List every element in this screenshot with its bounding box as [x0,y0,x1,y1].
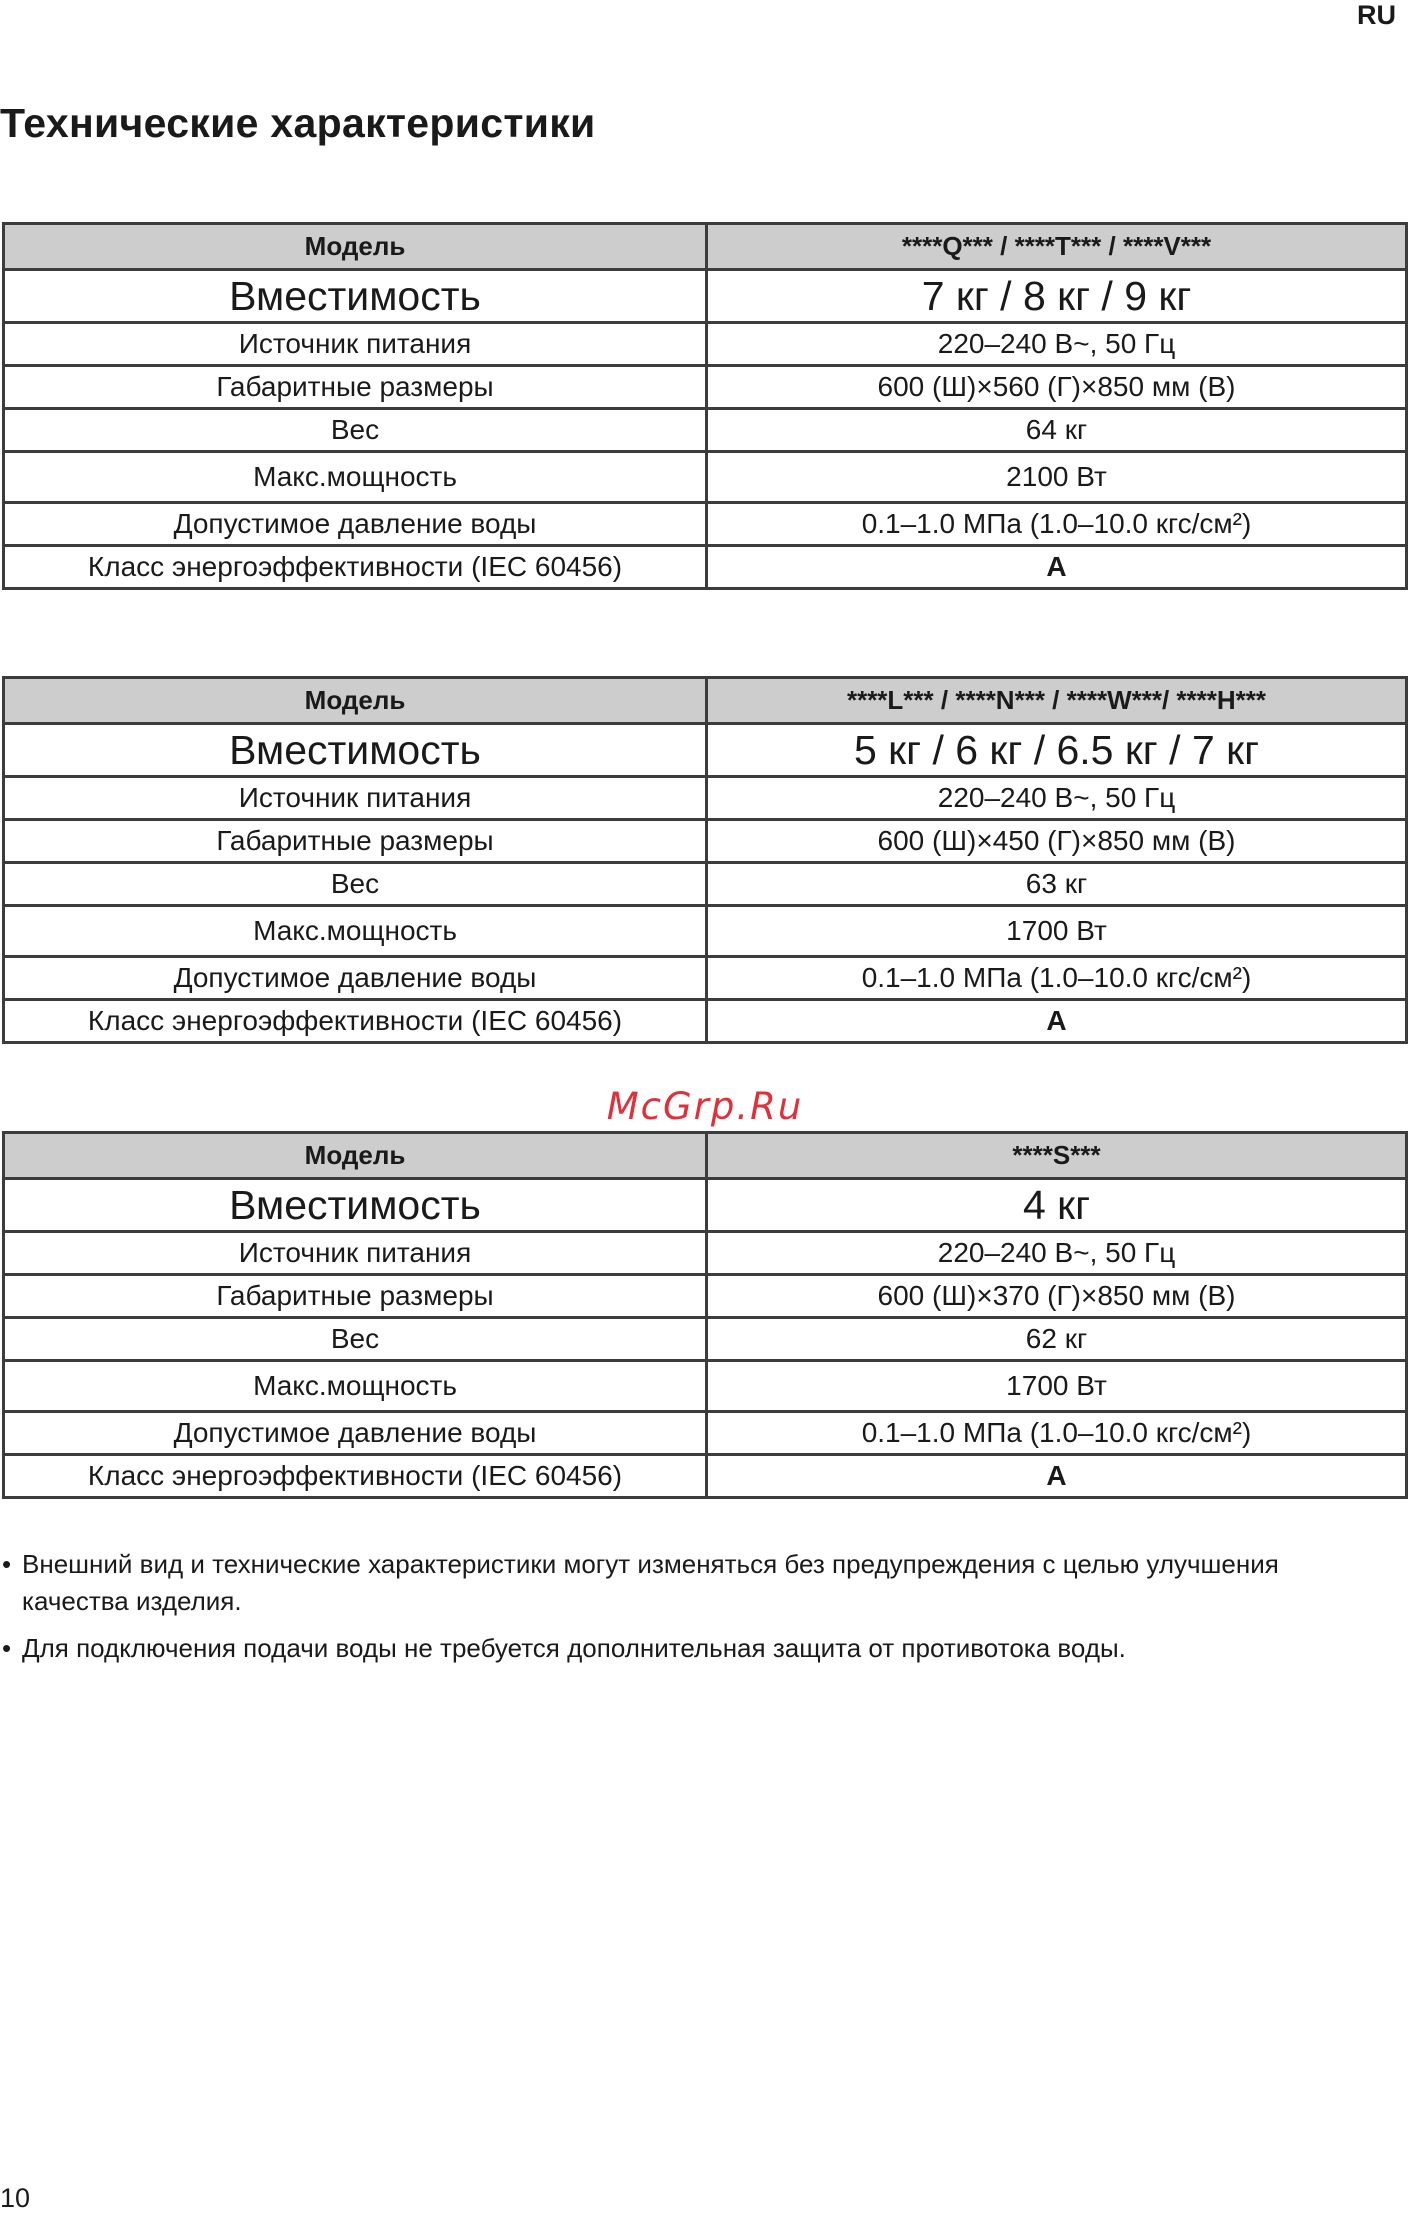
row-label: Габаритные размеры [4,1275,707,1318]
row-label: Вместимость [4,270,707,323]
row-value: 2100 Вт [707,452,1407,503]
table-row [4,820,1407,863]
row-value: 4 кг [707,1179,1407,1232]
row-label: Допустимое давление воды [4,503,707,546]
spec-table-2 [2,676,1408,1044]
page-number: 10 [0,2183,31,2213]
table-row [4,452,1407,503]
model-value: ****S*** [707,1133,1407,1179]
table-row [4,777,1407,820]
table-row [4,503,1407,546]
row-label: Класс энергоэффективности (IEC 60456) [4,1000,707,1043]
model-label: Модель [4,224,707,270]
row-label: Класс энергоэффективности (IEC 60456) [4,1455,707,1498]
model-label: Модель [4,678,707,724]
table-row [4,1275,1407,1318]
row-value: A [707,1455,1407,1498]
row-label: Класс энергоэффективности (IEC 60456) [4,546,707,589]
table-header-row [4,224,1407,270]
row-value: 5 кг / 6 кг / 6.5 кг / 7 кг [707,724,1407,777]
bullet-icon: • [2,1549,12,1579]
table-row [4,1361,1407,1412]
table-row [4,957,1407,1000]
row-value: 0.1–1.0 МПа (1.0–10.0 кгс/см²) [707,503,1407,546]
row-value: 0.1–1.0 МПа (1.0–10.0 кгс/см²) [707,957,1407,1000]
page-title: Технические характеристики [0,100,596,146]
row-label: Габаритные размеры [4,366,707,409]
note-text: Внешний вид и технические характеристики могут изменяться без предупреждения с целью улучшения качества изделия. [22,1549,1279,1616]
row-label: Источник питания [4,1232,707,1275]
table-row [4,270,1407,323]
model-value: ****L*** / ****N*** / ****W***/ ****H*** [707,678,1407,724]
table-row [4,724,1407,777]
row-label: Макс.мощность [4,452,707,503]
row-label: Допустимое давление воды [4,957,707,1000]
row-value: 600 (Ш)×370 (Г)×850 мм (В) [707,1275,1407,1318]
table-header-row [4,1133,1407,1179]
row-value: 1700 Вт [707,1361,1407,1412]
row-value: A [707,546,1407,589]
spec-table-3 [2,1131,1408,1499]
row-label: Вместимость [4,724,707,777]
row-value: 63 кг [707,863,1407,906]
note-text: Для подключения подачи воды не требуется дополнительная защита от противотока воды. [22,1633,1126,1663]
row-value: 600 (Ш)×560 (Г)×850 мм (В) [707,366,1407,409]
table-row [4,1232,1407,1275]
row-label: Источник питания [4,777,707,820]
table-row [4,409,1407,452]
model-label: Модель [4,1133,707,1179]
table-row [4,906,1407,957]
model-value: ****Q*** / ****T*** / ****V*** [707,224,1407,270]
row-value: 220–240 В~, 50 Гц [707,323,1407,366]
row-label: Макс.мощность [4,906,707,957]
table-row [4,1179,1407,1232]
row-label: Вместимость [4,1179,707,1232]
table-header-row [4,678,1407,724]
row-label: Габаритные размеры [4,820,707,863]
table-row [4,366,1407,409]
table-row [4,1412,1407,1455]
row-value: 1700 Вт [707,906,1407,957]
bullet-icon: • [2,1633,12,1663]
row-label: Допустимое давление воды [4,1412,707,1455]
table-row [4,863,1407,906]
row-value: 64 кг [707,409,1407,452]
table-row [4,323,1407,366]
row-label: Макс.мощность [4,1361,707,1412]
row-value: 220–240 В~, 50 Гц [707,777,1407,820]
row-label: Вес [4,1318,707,1361]
row-value: 62 кг [707,1318,1407,1361]
row-label: Вес [4,409,707,452]
row-value: 7 кг / 8 кг / 9 кг [707,270,1407,323]
language-label: RU [1357,0,1396,30]
row-value: 220–240 В~, 50 Гц [707,1232,1407,1275]
watermark: McGrp.Ru [606,1085,804,1128]
table-row [4,1318,1407,1361]
notes-list [0,1546,1390,1677]
row-label: Вес [4,863,707,906]
row-label: Источник питания [4,323,707,366]
table-row [4,546,1407,589]
row-value: 600 (Ш)×450 (Г)×850 мм (В) [707,820,1407,863]
row-value: A [707,1000,1407,1043]
note-item [0,1546,1390,1620]
table-row [4,1000,1407,1043]
row-value: 0.1–1.0 МПа (1.0–10.0 кгс/см²) [707,1412,1407,1455]
note-item [0,1630,1390,1667]
spec-table-1 [2,222,1408,590]
table-row [4,1455,1407,1498]
